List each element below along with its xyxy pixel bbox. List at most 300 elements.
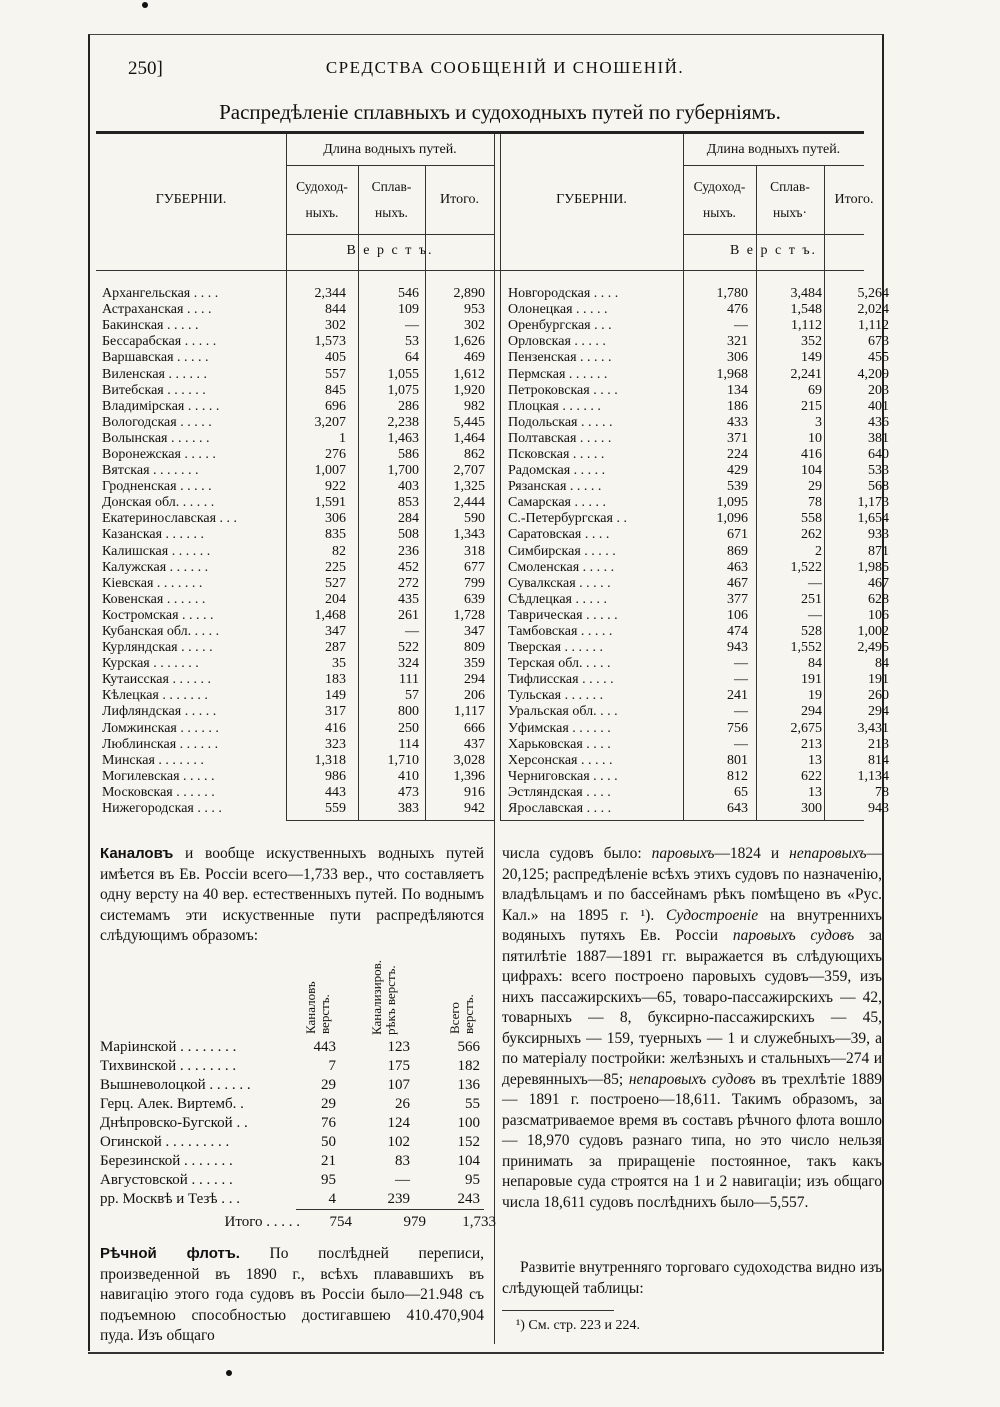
table-row (100, 350, 491, 366)
row-label: Тифлисская . . . . . (508, 672, 614, 688)
table-row (506, 753, 895, 769)
row-value: 640 (868, 446, 889, 462)
row-value: 1,095 (716, 495, 748, 511)
row-label: Тверская . . . . . . (508, 640, 604, 656)
row-label: Бакинская . . . . . (102, 318, 199, 334)
table-row (506, 801, 895, 817)
row-value: 371 (727, 430, 748, 446)
row-label: Владимірская . . . . . (102, 398, 220, 414)
table-row (100, 656, 491, 672)
table-row (506, 769, 895, 785)
canals-total-row (100, 1213, 500, 1232)
row-label: Петроковская . . . . (508, 382, 618, 398)
row-value: 1,710 (387, 752, 419, 768)
row-label: Смоленская . . . . . (508, 559, 615, 575)
row-value: 467 (727, 575, 748, 591)
header-rule (683, 234, 864, 235)
row-label: Екатеринославская . . . (102, 511, 238, 527)
row-label: Сѣдлецкая . . . . . (508, 591, 607, 607)
row-value: 435 (398, 591, 419, 607)
table-row (506, 334, 895, 350)
row-value: 95 (321, 1172, 336, 1188)
row-label: Герц. Алек. Виртемб. . (100, 1096, 244, 1112)
table-row (100, 463, 491, 479)
row-value: 1,318 (314, 752, 346, 768)
row-label: Радомская . . . . . (508, 463, 606, 479)
row-value: 107 (387, 1077, 410, 1093)
row-value: 124 (387, 1115, 410, 1131)
row-value: — (734, 672, 748, 688)
row-value: 215 (801, 398, 822, 414)
row-label: Терская обл. . . . . (508, 656, 611, 672)
trade-paragraph: Развитіе внутренняго торговаго судоходства видно изъ слѣдующей таблицы: (502, 1259, 882, 1297)
row-value: 539 (727, 479, 748, 495)
row-value: 943 (868, 801, 889, 817)
table-row (100, 1152, 484, 1171)
table-row (100, 544, 491, 560)
table-row (100, 576, 491, 592)
row-value: 29 (321, 1077, 336, 1093)
footnote-rule (502, 1310, 614, 1311)
row-value: 182 (457, 1058, 480, 1074)
table-bottom-rule (500, 820, 864, 821)
row-value: 2,675 (790, 720, 822, 736)
row-label: Самарская . . . . . (508, 495, 606, 511)
row-value: 3,207 (314, 414, 346, 430)
row-value: 213 (801, 736, 822, 752)
table-row (506, 511, 895, 527)
row-value: 294 (868, 704, 889, 720)
row-value: 377 (727, 591, 748, 607)
row-value: 294 (801, 704, 822, 720)
table-row (100, 640, 491, 656)
row-value: — (405, 624, 419, 640)
header-splav-right: Сплав- ныхъ· (770, 179, 810, 220)
row-value: 13 (808, 784, 822, 800)
row-value: 586 (398, 446, 419, 462)
row-value: 1,552 (790, 640, 822, 656)
row-value: 1,573 (314, 334, 346, 350)
row-value: 183 (325, 672, 346, 688)
table-row (506, 383, 895, 399)
row-value: 643 (727, 801, 748, 817)
row-value: 109 (398, 302, 419, 318)
table-row (100, 1076, 484, 1095)
row-value: 628 (868, 591, 889, 607)
table-row (100, 1190, 484, 1209)
row-value: 639 (464, 591, 485, 607)
row-label: Нижегородская . . . . (102, 801, 222, 817)
table-row (506, 366, 895, 382)
running-header: СРЕДСТВА СООБЩЕНІЙ И СНОШЕНІЙ. (325, 58, 685, 77)
row-value: 19 (808, 688, 822, 704)
table-row (100, 688, 491, 704)
row-value: 2,707 (453, 463, 485, 479)
row-value: 300 (801, 801, 822, 817)
table-row (506, 624, 895, 640)
table-row (100, 801, 491, 817)
row-value: 1,112 (858, 318, 889, 334)
row-label: Рязанская . . . . . (508, 479, 602, 495)
row-value: 69 (808, 382, 822, 398)
total-value: 1,733 (462, 1214, 496, 1230)
row-value: 95 (465, 1172, 480, 1188)
row-label: Кѣлецкая . . . . . . . (102, 688, 208, 704)
row-label: Вологодская . . . . . (102, 414, 212, 430)
row-value: 1,591 (314, 495, 346, 511)
row-value: 302 (325, 318, 346, 334)
row-value: 317 (325, 704, 346, 720)
row-value: 922 (325, 479, 346, 495)
row-value: 2,241 (790, 366, 822, 382)
row-value: 916 (464, 784, 485, 800)
row-label: Сувалкская . . . . . (508, 575, 611, 591)
row-label: Подольская . . . . . (508, 414, 613, 430)
row-value: 557 (325, 366, 346, 382)
row-value: 203 (868, 382, 889, 398)
row-label: Харьковская . . . . (508, 736, 611, 752)
table-row (100, 1171, 484, 1190)
row-label: Витебская . . . . . . (102, 382, 206, 398)
table-row (506, 672, 895, 688)
row-value: 1,654 (857, 511, 889, 527)
row-value: 152 (457, 1134, 480, 1150)
row-label: Воронежская . . . . . (102, 446, 216, 462)
header-rule (683, 165, 864, 166)
page-bottom-rule (88, 1352, 884, 1354)
row-value: 410 (398, 768, 419, 784)
table-row (506, 527, 895, 543)
row-value: 1,780 (716, 286, 748, 302)
row-value: 76 (321, 1115, 336, 1131)
row-value: 318 (464, 543, 485, 559)
row-value: 1,728 (453, 607, 485, 623)
row-label: Плоцкая . . . . . . (508, 398, 601, 414)
row-value: 696 (325, 398, 346, 414)
row-value: 1,112 (791, 318, 822, 334)
row-value: 845 (325, 382, 346, 398)
row-label: Волынская . . . . . . (102, 430, 210, 446)
row-value: 225 (325, 559, 346, 575)
row-label: Пензенская . . . . . (508, 350, 612, 366)
row-value: 986 (325, 768, 346, 784)
row-value: 306 (325, 511, 346, 527)
row-label: Саратовская . . . . (508, 527, 610, 543)
row-value: 871 (868, 543, 889, 559)
row-value: 522 (398, 640, 419, 656)
table-row (100, 704, 491, 720)
table-row (100, 1038, 484, 1057)
row-value: 559 (325, 801, 346, 817)
row-value: 590 (464, 511, 485, 527)
row-value: 78 (875, 784, 889, 800)
row-value: 287 (325, 640, 346, 656)
row-value: 416 (325, 720, 346, 736)
row-label: Виленская . . . . . . (102, 366, 207, 382)
row-value: 814 (868, 752, 889, 768)
row-value: 111 (399, 672, 419, 688)
center-divider (494, 134, 495, 1344)
row-value: — (405, 318, 419, 334)
row-value: 114 (398, 736, 419, 752)
table-row (100, 721, 491, 737)
row-value: 2,495 (857, 640, 889, 656)
table-row (506, 656, 895, 672)
row-value: 469 (464, 350, 485, 366)
header-splav: Сплав- ныхъ. (371, 179, 412, 220)
row-value: — (395, 1172, 410, 1188)
canals-table (100, 1038, 484, 1209)
row-label: Уфимская . . . . . . (508, 720, 611, 736)
row-value: 149 (801, 350, 822, 366)
row-label: Эстляндская . . . . (508, 784, 611, 800)
row-value: 467 (868, 575, 889, 591)
row-value: 50 (321, 1134, 336, 1150)
table-row (100, 366, 491, 382)
row-value: 191 (801, 672, 822, 688)
row-value: 508 (398, 527, 419, 543)
row-value: 7 (328, 1058, 336, 1074)
row-label: Вятская . . . . . . . (102, 463, 199, 479)
table-row (100, 1133, 484, 1152)
row-value: 1,325 (453, 479, 485, 495)
table-row (100, 1114, 484, 1133)
row-value: 104 (801, 463, 822, 479)
table-row (100, 1095, 484, 1114)
row-value: 1,612 (453, 366, 485, 382)
table-row (100, 415, 491, 431)
row-value: 1,096 (716, 511, 748, 527)
row-value: 673 (868, 334, 889, 350)
row-value: 5,445 (453, 414, 485, 430)
table-row (506, 463, 895, 479)
row-value: 347 (325, 624, 346, 640)
row-value: 677 (464, 559, 485, 575)
row-value: 3 (815, 414, 822, 430)
shipbuilding-paragraph: числа судовъ было: паровыхъ—1824 и непаровыхъ—20,125; распредѣленіе всѣхъ этихъ судовъ по назначенію, владѣльцамъ и по бассейнамъ рѣкъ помѣщено въ «Рус. Кал.» на 1895 г. ¹). Судостроеніе на внутреннихъ водяныхъ путяхъ Ев. Россіи паровыхъ судовъ за пятилѣтіе 1887—1891 гг. выражается въ слѣдующихъ цифрахъ: всего построено паровыхъ судовъ—359, изъ нихъ пассажирскихъ—65, товаро-пассажирскихъ — 42, товарныхъ — 8, буксирно-пассажирскихъ — 45, буксирныхъ — 159, туерныхъ — 1 и служебныхъ—39, а по матеріалу постройки: желѣзныхъ и стальныхъ—274 и деревянныхъ—85; непаровыхъ судовъ въ трехлѣтіе 1889 — 1891 г. построено—18,611. Такимъ образомъ, за разсматриваемое время въ составъ рѣчного флота вошло — 18,970 судовъ разнаго типа, но это число нельзя принимать за приращеніе постоянное, такъ какъ непаровые суда строятся на 1 и 2 навигаціи; изъ общаго числа 18,611 судовъ послѣднихъ было—5,557. (502, 845, 883, 1211)
total-value: 754 (329, 1214, 352, 1230)
footnote: ¹) См. стр. 223 и 224. (516, 1318, 641, 1333)
row-label: Полтавская . . . . . (508, 430, 612, 446)
row-label: Ковенская . . . . . . (102, 591, 206, 607)
row-label: Тихвинской . . . . . . . . (100, 1058, 237, 1074)
row-value: 55 (465, 1096, 480, 1112)
row-value: 306 (727, 350, 748, 366)
row-value: 528 (801, 624, 822, 640)
row-label: Пермская . . . . . . (508, 366, 608, 382)
table-row (100, 383, 491, 399)
row-value: 1,468 (314, 607, 346, 623)
table-row (506, 576, 895, 592)
row-value: 65 (734, 784, 748, 800)
row-value: 2,238 (387, 414, 419, 430)
row-label: Ломжинская . . . . . . (102, 720, 219, 736)
header-sudo: Судоход- ныхъ. (296, 179, 348, 220)
row-label: Олонецкая . . . . . (508, 302, 608, 318)
row-value: 302 (464, 318, 485, 334)
row-value: 104 (457, 1153, 480, 1169)
row-value: 1,117 (454, 704, 485, 720)
row-label: Таврическая . . . . . (508, 607, 618, 623)
row-value: 2 (815, 543, 822, 559)
row-value: 1,173 (857, 495, 889, 511)
header-bottom-rule (96, 270, 864, 271)
row-value: 100 (457, 1115, 480, 1131)
row-value: 473 (398, 784, 419, 800)
row-value: — (734, 704, 748, 720)
row-value: 134 (727, 382, 748, 398)
row-value: 1,985 (857, 559, 889, 575)
table-row (506, 608, 895, 624)
table-row (100, 1057, 484, 1076)
total-value: 979 (403, 1214, 426, 1230)
row-label: Архангельская . . . . (102, 286, 219, 302)
row-value: 1,920 (453, 382, 485, 398)
fleet-paragraph: Рѣчной флотъ. По послѣдней переписи, произведенной въ 1890 г., всѣхъ плававшихъ въ навигацію этого года судовъ въ Россіи было—21.948 съ подъемною способностью достигавшею 410.470,904 пуда. Изъ общаго (100, 1245, 484, 1344)
table-row (506, 495, 895, 511)
row-value: 443 (325, 784, 346, 800)
row-value: 359 (464, 656, 485, 672)
row-label: С.-Петербургская . . (508, 511, 627, 527)
row-value: 1,463 (387, 430, 419, 446)
row-value: 801 (727, 752, 748, 768)
row-value: 812 (727, 768, 748, 784)
row-value: 568 (868, 479, 889, 495)
row-value: 800 (398, 704, 419, 720)
table-row (506, 286, 895, 302)
row-value: 862 (464, 446, 485, 462)
row-value: 241 (727, 688, 748, 704)
row-value: 437 (464, 736, 485, 752)
row-value: 284 (398, 511, 419, 527)
row-value: 250 (398, 720, 419, 736)
gubernii-table-right (506, 286, 895, 817)
row-value: 546 (398, 286, 419, 302)
row-label: Могилевская . . . . . (102, 768, 215, 784)
row-value: 1,343 (453, 527, 485, 543)
row-value: 260 (868, 688, 889, 704)
row-value: 2,444 (453, 495, 485, 511)
row-value: 1,134 (857, 768, 889, 784)
row-value: 323 (325, 736, 346, 752)
row-value: 401 (868, 398, 889, 414)
gubernii-table-left (100, 286, 491, 817)
row-value: 106 (727, 607, 748, 623)
row-value: 3,431 (857, 720, 889, 736)
row-value: 276 (325, 446, 346, 462)
row-value: 106 (868, 607, 889, 623)
table-row (100, 672, 491, 688)
row-value: 191 (868, 672, 889, 688)
row-value: 26 (395, 1096, 410, 1112)
row-label: Маріинской . . . . . . . . (100, 1039, 237, 1055)
table-row (506, 785, 895, 801)
row-label: Огинской . . . . . . . . . (100, 1134, 230, 1150)
header-length-right: Длина водныхъ путей. (706, 142, 841, 157)
row-value: 443 (313, 1039, 336, 1055)
table-row (100, 769, 491, 785)
row-label: Днѣпровско-Бугской . . (100, 1115, 248, 1131)
row-value: 29 (321, 1096, 336, 1112)
page-title: Распредѣленіе сплавныхъ и судоходныхъ путей по губерніямъ. (219, 100, 781, 124)
table-row (506, 399, 895, 415)
row-label: Московская . . . . . . (102, 784, 215, 800)
row-label: Курская . . . . . . . (102, 656, 199, 672)
row-value: 83 (395, 1153, 410, 1169)
row-value: 286 (398, 398, 419, 414)
row-value: 527 (325, 575, 346, 591)
row-value: 1,522 (790, 559, 822, 575)
canal-col-header: Каналовъ верстъ. (303, 981, 332, 1034)
row-value: 204 (325, 591, 346, 607)
table-row (100, 737, 491, 753)
table-row (100, 302, 491, 318)
row-value: 4,209 (857, 366, 889, 382)
row-value: 29 (808, 479, 822, 495)
row-value: 1,548 (790, 302, 822, 318)
row-value: 352 (801, 334, 822, 350)
table-row (100, 511, 491, 527)
row-label: Кіевская . . . . . . . (102, 575, 203, 591)
row-value: 942 (464, 801, 485, 817)
table-row (506, 592, 895, 608)
row-value: — (734, 656, 748, 672)
row-label: Казанская . . . . . . (102, 527, 205, 543)
row-value: 239 (387, 1191, 410, 1207)
row-label: Оренбургская . . . (508, 318, 612, 334)
table-row (506, 560, 895, 576)
row-value: 3,484 (790, 286, 822, 302)
header-versty-right: В е р с т ъ. (729, 243, 818, 258)
table-row (100, 286, 491, 302)
canal-total-rule (296, 1209, 484, 1210)
row-value: 622 (801, 768, 822, 784)
row-value: 149 (325, 688, 346, 704)
row-label: Уральская обл. . . . (508, 704, 618, 720)
row-value: 853 (398, 495, 419, 511)
header-gubernii-right: ГУБЕРНІИ. (556, 192, 627, 207)
table-row (100, 592, 491, 608)
row-value: 84 (875, 656, 889, 672)
row-value: — (808, 607, 822, 623)
page-number: 250] (128, 58, 163, 79)
row-value: 236 (398, 543, 419, 559)
row-value: 2,344 (314, 286, 346, 302)
row-label: Черниговская . . . . (508, 768, 618, 784)
row-value: 2,890 (453, 286, 485, 302)
row-value: 123 (387, 1039, 410, 1055)
row-value: 4 (328, 1191, 336, 1207)
row-value: 213 (868, 736, 889, 752)
row-value: 272 (398, 575, 419, 591)
row-value: 5,264 (857, 286, 889, 302)
row-label: Августовской . . . . . . (100, 1172, 233, 1188)
row-value: 799 (464, 575, 485, 591)
canals-paragraph: Каналовъ и вообще искуственныхъ водныхъ путей имѣется въ Ев. Россіи всего—1,733 вер., что составляетъ одну версту на 40 вер. естественныхъ путей. По воднымъ системамъ эти искуственные пути распредѣляются слѣдующимъ образомъ: (100, 845, 484, 944)
row-value: 261 (398, 607, 419, 623)
row-value: 455 (868, 350, 889, 366)
row-value: 403 (398, 479, 419, 495)
row-value: 474 (727, 624, 748, 640)
row-value: 476 (727, 302, 748, 318)
table-row (100, 624, 491, 640)
row-value: 53 (405, 334, 419, 350)
table-bottom-rule (286, 820, 494, 821)
header-sudo-right: Судоход- ныхъ. (693, 179, 746, 220)
row-label: Бессарабская . . . . . (102, 334, 217, 350)
row-value: 1,002 (857, 624, 889, 640)
canal-col-header: Канализиров. рѣкъ верстъ. (369, 959, 398, 1035)
